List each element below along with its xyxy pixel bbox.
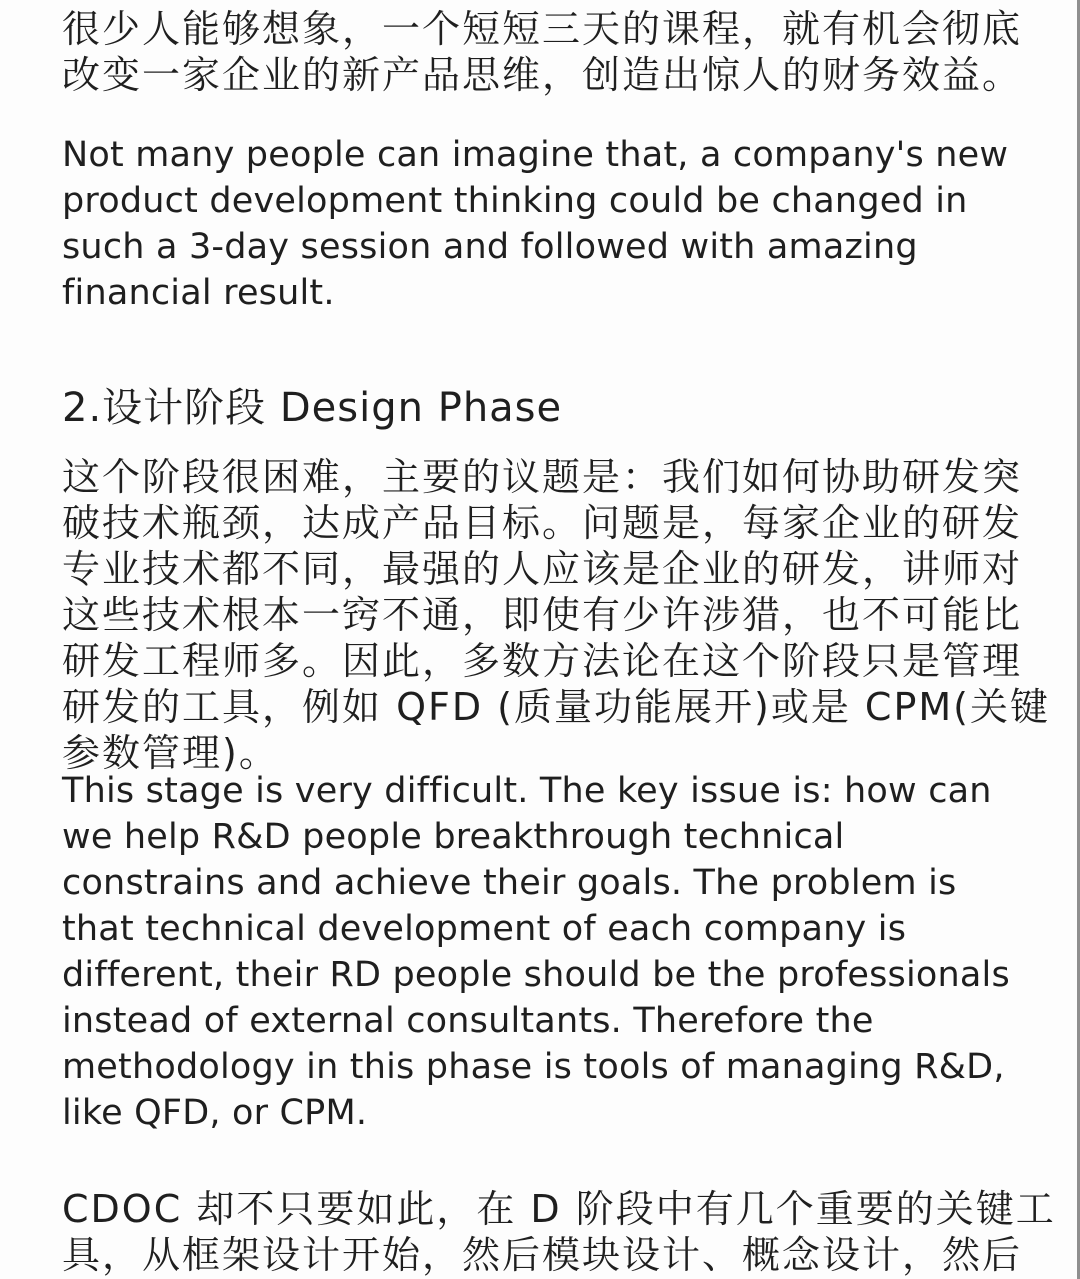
text-line: constrains and achieve their goals. The problem is bbox=[62, 863, 957, 903]
text-line: 具，从框架设计开始，然后模块设计、概念设计，然后 bbox=[62, 1233, 1023, 1277]
text-line: This stage is very difficult. The key issue is: how can bbox=[62, 771, 992, 811]
text-line: 研发的工具，例如 QFD (质量功能展开)或是 CPM(关键 bbox=[62, 685, 1050, 729]
paragraph-zh-cdoc bbox=[62, 1186, 1056, 1278]
text-line: product development thinking could be changed in bbox=[62, 181, 968, 221]
text-line: 很少人能够想象，一个短短三天的课程，就有机会彻底 bbox=[62, 7, 1023, 51]
text-line: Not many people can imagine that, a company's new bbox=[62, 135, 1009, 175]
text-line: such a 3-day session and followed with amazing bbox=[62, 227, 918, 267]
text-line: financial result. bbox=[62, 273, 335, 313]
text-line: like QFD, or CPM. bbox=[62, 1093, 368, 1133]
paragraph-zh-intro bbox=[62, 6, 1036, 98]
text-line: 参数管理)。 bbox=[62, 731, 279, 775]
text-line: instead of external consultants. Therefore the bbox=[62, 1001, 874, 1041]
paragraph-zh-design-phase bbox=[62, 454, 1050, 776]
heading-text: 2.设计阶段 Design Phase bbox=[62, 385, 563, 431]
paragraph-en-design-phase bbox=[62, 768, 1036, 1136]
text-line: 破技术瓶颈，达成产品目标。问题是，每家企业的研发 bbox=[62, 501, 1023, 545]
text-line: 专业技术都不同，最强的人应该是企业的研发，讲师对 bbox=[62, 547, 1023, 591]
text-line: that technical development of each company is bbox=[62, 909, 907, 949]
text-line: 这个阶段很困难，主要的议题是：我们如何协助研发突 bbox=[62, 455, 1023, 499]
text-line: 这些技术根本一窍不通，即使有少许涉猎，也不可能比 bbox=[62, 593, 1023, 637]
paragraph-en-intro bbox=[62, 132, 1036, 316]
text-line: different, their RD people should be the professionals bbox=[62, 955, 1010, 995]
text-line: CDOC 却不只要如此，在 D 阶段中有几个重要的关键工 bbox=[62, 1187, 1056, 1231]
text-line: 改变一家企业的新产品思维，创造出惊人的财务效益。 bbox=[62, 53, 1023, 97]
section-heading-design-phase bbox=[62, 384, 1036, 432]
text-line: 研发工程师多。因此，多数方法论在这个阶段只是管理 bbox=[62, 639, 1023, 683]
text-line: we help R&D people breakthrough technical bbox=[62, 817, 845, 857]
text-line: methodology in this phase is tools of managing R&D, bbox=[62, 1047, 1005, 1087]
